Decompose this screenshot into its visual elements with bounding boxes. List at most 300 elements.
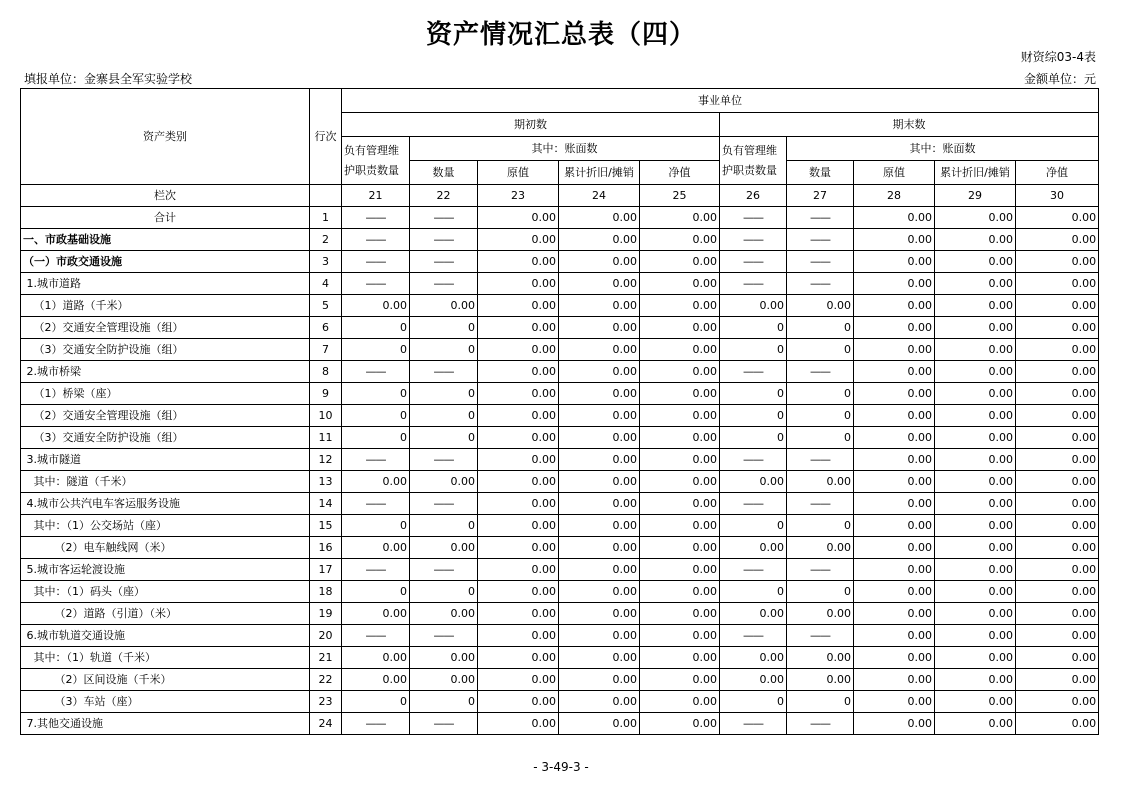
header-book-value-begin: 其中：账面数 [410, 137, 720, 161]
row-number: 9 [310, 383, 342, 405]
row-number: 4 [310, 273, 342, 295]
row-value: —— [720, 559, 787, 581]
row-value: 0.00 [935, 515, 1016, 537]
header-resp-qty-end: 负有管理维 护职责数量 [720, 137, 787, 185]
row-value: 0 [410, 383, 478, 405]
row-value: 0.00 [935, 383, 1016, 405]
row-value: 0.00 [478, 647, 559, 669]
row-value: 0.00 [935, 251, 1016, 273]
row-number: 23 [310, 691, 342, 713]
row-value: —— [342, 229, 410, 251]
row-value: 0 [787, 339, 854, 361]
row-number: 12 [310, 449, 342, 471]
row-value: 0.00 [1016, 471, 1099, 493]
row-value: 0.00 [640, 493, 720, 515]
row-value: 0.00 [559, 603, 640, 625]
row-value: —— [410, 361, 478, 383]
header-original: 原值 [854, 161, 935, 185]
column-number: 22 [410, 185, 478, 207]
row-asset-name: 5.城市客运轮渡设施 [21, 559, 310, 581]
row-number: 15 [310, 515, 342, 537]
row-value: 0.00 [1016, 669, 1099, 691]
row-asset-name: 其中：隧道（千米） [21, 471, 310, 493]
row-value: 0.00 [1016, 295, 1099, 317]
fill-unit: 填报单位：金寨县全军实验学校 [24, 72, 193, 86]
row-value: 0 [720, 691, 787, 713]
row-number: 21 [310, 647, 342, 669]
row-value: 0.00 [1016, 383, 1099, 405]
table-row [21, 625, 1099, 647]
row-value: 0.00 [854, 691, 935, 713]
row-value: —— [787, 207, 854, 229]
row-value: 0.00 [854, 581, 935, 603]
row-value: 0.00 [935, 493, 1016, 515]
row-value: 0.00 [854, 383, 935, 405]
row-value: 0.00 [854, 559, 935, 581]
row-value: 0.00 [854, 361, 935, 383]
row-value: 0.00 [935, 273, 1016, 295]
row-value: —— [342, 361, 410, 383]
row-value: —— [410, 493, 478, 515]
row-value: 0.00 [478, 251, 559, 273]
amount-unit: 金额单位：元 [1023, 72, 1096, 86]
row-value: 0.00 [478, 537, 559, 559]
row-value: 0.00 [478, 229, 559, 251]
row-number: 5 [310, 295, 342, 317]
row-value: 0 [787, 317, 854, 339]
row-value: 0.00 [478, 317, 559, 339]
row-value: 0.00 [478, 581, 559, 603]
column-number: 25 [640, 185, 720, 207]
row-value: —— [410, 273, 478, 295]
table-row [21, 295, 1099, 317]
table-row [21, 691, 1099, 713]
row-number: 7 [310, 339, 342, 361]
row-value: 0.00 [787, 537, 854, 559]
row-value: 0.00 [1016, 647, 1099, 669]
header-asset-category: 资产类别 [21, 89, 310, 185]
header-resp-qty-begin: 负有管理维 护职责数量 [342, 137, 410, 185]
row-value: 0.00 [1016, 251, 1099, 273]
row-value: —— [342, 449, 410, 471]
header-depreciation: 累计折旧/摊销 [559, 161, 640, 185]
row-value: 0.00 [478, 449, 559, 471]
row-value: 0.00 [640, 537, 720, 559]
row-value: 0 [787, 581, 854, 603]
row-value: —— [720, 273, 787, 295]
row-value: 0.00 [720, 537, 787, 559]
row-value: 0.00 [935, 669, 1016, 691]
row-value: 0.00 [720, 647, 787, 669]
row-asset-name: （3）交通安全防护设施（组） [21, 339, 310, 361]
row-value: 0 [720, 339, 787, 361]
row-value: 0.00 [559, 691, 640, 713]
row-asset-name: 合计 [21, 207, 310, 229]
row-value: 0 [342, 383, 410, 405]
header-net: 净值 [640, 161, 720, 185]
row-asset-name: （1）道路（千米） [21, 295, 310, 317]
row-value: 0.00 [478, 427, 559, 449]
row-value: 0.00 [854, 427, 935, 449]
header-book-value-end: 其中：账面数 [787, 137, 1099, 161]
row-value: 0.00 [854, 229, 935, 251]
row-value: 0.00 [935, 581, 1016, 603]
row-value: 0.00 [478, 669, 559, 691]
row-value: 0.00 [640, 229, 720, 251]
table-row [21, 713, 1099, 735]
row-value: 0.00 [1016, 515, 1099, 537]
row-value: —— [720, 493, 787, 515]
row-value: 0.00 [559, 449, 640, 471]
row-value: 0.00 [854, 493, 935, 515]
row-asset-name: 6.城市轨道交通设施 [21, 625, 310, 647]
row-value: 0.00 [935, 405, 1016, 427]
row-value: 0.00 [478, 559, 559, 581]
header-column-label: 栏次 [21, 185, 310, 207]
row-value: 0.00 [559, 625, 640, 647]
row-asset-name: （2）电车触线网（米） [21, 537, 310, 559]
row-value: —— [410, 625, 478, 647]
row-asset-name: 其中：（1）码头（座） [21, 581, 310, 603]
row-value: 0.00 [478, 207, 559, 229]
table-row [21, 383, 1099, 405]
table-row [21, 229, 1099, 251]
row-value: 0.00 [1016, 273, 1099, 295]
row-value: 0.00 [1016, 405, 1099, 427]
row-value: 0.00 [559, 669, 640, 691]
table-row [21, 471, 1099, 493]
row-value: —— [787, 625, 854, 647]
row-value: —— [720, 713, 787, 735]
row-asset-name: 3.城市隧道 [21, 449, 310, 471]
row-number: 8 [310, 361, 342, 383]
row-value: 0.00 [935, 207, 1016, 229]
page-number: - 3-49-3 - [533, 760, 589, 774]
row-value: 0.00 [559, 295, 640, 317]
row-asset-name: 其中：（1）轨道（千米） [21, 647, 310, 669]
row-asset-name: （2）区间设施（千米） [21, 669, 310, 691]
row-value: —— [342, 493, 410, 515]
row-value: 0 [342, 405, 410, 427]
row-value: —— [410, 449, 478, 471]
row-value: 0.00 [478, 471, 559, 493]
row-value: —— [720, 207, 787, 229]
row-value: 0.00 [935, 361, 1016, 383]
row-value: 0.00 [854, 515, 935, 537]
header-blank [310, 185, 342, 207]
row-value: 0 [787, 427, 854, 449]
column-number: 29 [935, 185, 1016, 207]
row-value: 0 [720, 317, 787, 339]
row-asset-name: （3）车站（座） [21, 691, 310, 713]
row-value: 0.00 [854, 669, 935, 691]
row-number: 6 [310, 317, 342, 339]
row-value: 0.00 [478, 295, 559, 317]
table-row [21, 339, 1099, 361]
row-value: 0.00 [720, 603, 787, 625]
row-value: 0 [410, 691, 478, 713]
row-value: 0 [720, 405, 787, 427]
row-value: 0.00 [935, 229, 1016, 251]
table-row [21, 669, 1099, 691]
row-value: 0.00 [1016, 317, 1099, 339]
row-asset-name: 4.城市公共汽电车客运服务设施 [21, 493, 310, 515]
row-value: 0.00 [410, 669, 478, 691]
row-number: 18 [310, 581, 342, 603]
row-value: 0.00 [854, 449, 935, 471]
header-net: 净值 [1016, 161, 1099, 185]
row-value: 0.00 [640, 361, 720, 383]
row-value: 0.00 [1016, 229, 1099, 251]
column-number: 27 [787, 185, 854, 207]
row-value: —— [410, 713, 478, 735]
row-value: 0.00 [640, 603, 720, 625]
row-value: 0.00 [854, 713, 935, 735]
row-value: 0 [410, 317, 478, 339]
row-value: 0.00 [854, 295, 935, 317]
row-value: 0.00 [935, 471, 1016, 493]
row-value: 0.00 [935, 713, 1016, 735]
row-value: 0.00 [640, 559, 720, 581]
row-number: 11 [310, 427, 342, 449]
row-value: 0.00 [559, 251, 640, 273]
row-value: 0.00 [1016, 339, 1099, 361]
row-number: 19 [310, 603, 342, 625]
row-value: 0.00 [935, 559, 1016, 581]
row-value: 0.00 [640, 647, 720, 669]
row-value: 0 [787, 383, 854, 405]
row-value: —— [720, 251, 787, 273]
row-value: 0.00 [478, 273, 559, 295]
table-row [21, 515, 1099, 537]
row-number: 17 [310, 559, 342, 581]
row-value: 0.00 [854, 317, 935, 339]
row-asset-name: （1）桥梁（座） [21, 383, 310, 405]
row-asset-name: 其中：（1）公交场站（座） [21, 515, 310, 537]
row-asset-name: （2）道路（引道）（米） [21, 603, 310, 625]
row-value: 0.00 [1016, 713, 1099, 735]
row-value: 0 [720, 515, 787, 537]
table-row [21, 493, 1099, 515]
row-value: 0.00 [342, 471, 410, 493]
row-value: 0.00 [478, 713, 559, 735]
row-value: 0.00 [720, 295, 787, 317]
row-value: 0.00 [935, 603, 1016, 625]
row-value: 0.00 [559, 515, 640, 537]
row-value: —— [342, 207, 410, 229]
row-value: 0.00 [478, 383, 559, 405]
row-value: 0.00 [342, 537, 410, 559]
table-row [21, 361, 1099, 383]
row-value: 0.00 [640, 515, 720, 537]
row-value: 0.00 [559, 229, 640, 251]
row-value: 0.00 [478, 603, 559, 625]
row-value: 0.00 [1016, 559, 1099, 581]
row-value: —— [787, 449, 854, 471]
table-row [21, 449, 1099, 471]
header-entity: 事业单位 [342, 89, 1099, 113]
header-depreciation: 累计折旧/摊销 [935, 161, 1016, 185]
row-asset-name: 1.城市道路 [21, 273, 310, 295]
row-value: 0 [410, 581, 478, 603]
row-value: 0.00 [787, 603, 854, 625]
row-number: 24 [310, 713, 342, 735]
row-value: 0 [720, 383, 787, 405]
table-row [21, 273, 1099, 295]
header-original: 原值 [478, 161, 559, 185]
row-value: —— [410, 559, 478, 581]
row-value: 0.00 [1016, 207, 1099, 229]
row-value: 0.00 [787, 669, 854, 691]
row-value: —— [720, 229, 787, 251]
row-value: —— [410, 251, 478, 273]
row-value: 0.00 [559, 339, 640, 361]
row-value: 0.00 [854, 471, 935, 493]
row-value: —— [720, 625, 787, 647]
row-value: 0 [342, 691, 410, 713]
header-period-begin: 期初数 [342, 113, 720, 137]
table-row [21, 581, 1099, 603]
row-value: —— [720, 361, 787, 383]
row-value: 0 [342, 515, 410, 537]
row-value: 0.00 [640, 405, 720, 427]
row-value: —— [787, 713, 854, 735]
row-asset-name: （一）市政交通设施 [21, 251, 310, 273]
row-value: 0.00 [478, 405, 559, 427]
row-value: 0.00 [410, 537, 478, 559]
form-code: 财资综03-4表 [1020, 50, 1096, 64]
table-row [21, 427, 1099, 449]
row-value: 0.00 [935, 317, 1016, 339]
row-value: 0.00 [342, 669, 410, 691]
row-value: 0.00 [935, 427, 1016, 449]
row-value: 0 [787, 691, 854, 713]
row-number: 3 [310, 251, 342, 273]
row-value: 0 [342, 317, 410, 339]
row-value: 0.00 [1016, 427, 1099, 449]
row-value: —— [787, 251, 854, 273]
row-value: 0 [720, 427, 787, 449]
row-value: 0.00 [640, 295, 720, 317]
row-number: 13 [310, 471, 342, 493]
row-value: 0 [342, 339, 410, 361]
row-asset-name: （2）交通安全管理设施（组） [21, 405, 310, 427]
row-value: —— [787, 361, 854, 383]
row-value: 0.00 [640, 625, 720, 647]
row-value: —— [787, 229, 854, 251]
row-value: —— [787, 559, 854, 581]
row-value: 0.00 [559, 647, 640, 669]
row-value: 0.00 [854, 251, 935, 273]
table-row [21, 603, 1099, 625]
row-number: 20 [310, 625, 342, 647]
row-value: —— [342, 251, 410, 273]
row-number: 10 [310, 405, 342, 427]
row-value: 0 [342, 581, 410, 603]
header-qty: 数量 [410, 161, 478, 185]
row-value: 0.00 [935, 295, 1016, 317]
row-value: 0.00 [1016, 603, 1099, 625]
row-value: 0 [410, 339, 478, 361]
row-value: 0.00 [935, 537, 1016, 559]
row-value: 0.00 [1016, 625, 1099, 647]
row-value: 0.00 [559, 427, 640, 449]
row-value: 0.00 [640, 669, 720, 691]
row-value: 0.00 [935, 449, 1016, 471]
row-value: 0.00 [640, 449, 720, 471]
row-number: 2 [310, 229, 342, 251]
row-number: 22 [310, 669, 342, 691]
row-value: 0.00 [854, 537, 935, 559]
row-value: 0.00 [640, 427, 720, 449]
row-value: 0.00 [787, 471, 854, 493]
table-row [21, 405, 1099, 427]
row-value: 0.00 [854, 207, 935, 229]
column-number: 26 [720, 185, 787, 207]
row-value: —— [342, 273, 410, 295]
row-value: 0 [410, 515, 478, 537]
row-value: 0.00 [935, 647, 1016, 669]
table-row [21, 317, 1099, 339]
row-number: 1 [310, 207, 342, 229]
row-asset-name: （2）交通安全管理设施（组） [21, 317, 310, 339]
row-value: 0.00 [342, 647, 410, 669]
row-number: 16 [310, 537, 342, 559]
row-value: 0 [342, 427, 410, 449]
header-period-end: 期末数 [720, 113, 1099, 137]
row-value: 0.00 [559, 471, 640, 493]
table-row [21, 537, 1099, 559]
row-value: 0.00 [640, 339, 720, 361]
row-value: 0.00 [342, 603, 410, 625]
row-asset-name: （3）交通安全防护设施（组） [21, 427, 310, 449]
row-value: 0.00 [854, 647, 935, 669]
row-value: 0.00 [559, 207, 640, 229]
row-value: 0.00 [640, 713, 720, 735]
row-value: 0.00 [478, 691, 559, 713]
row-value: 0.00 [559, 361, 640, 383]
row-value: 0.00 [478, 625, 559, 647]
column-number: 24 [559, 185, 640, 207]
row-value: 0 [410, 405, 478, 427]
row-value: 0.00 [720, 471, 787, 493]
table-row [21, 251, 1099, 273]
row-asset-name: 2.城市桥梁 [21, 361, 310, 383]
row-value: 0.00 [410, 603, 478, 625]
table-row [21, 647, 1099, 669]
row-value: 0.00 [935, 691, 1016, 713]
row-value: 0.00 [720, 669, 787, 691]
row-value: 0.00 [559, 581, 640, 603]
row-value: 0.00 [935, 625, 1016, 647]
table-row [21, 207, 1099, 229]
row-value: 0.00 [478, 339, 559, 361]
row-value: 0.00 [854, 625, 935, 647]
page-title: 资产情况汇总表（四） [425, 20, 696, 50]
row-value: 0.00 [1016, 581, 1099, 603]
row-value: 0.00 [787, 647, 854, 669]
row-value: 0.00 [640, 317, 720, 339]
row-value: 0.00 [410, 647, 478, 669]
header-qty: 数量 [787, 161, 854, 185]
row-value: 0.00 [1016, 537, 1099, 559]
row-value: 0.00 [640, 581, 720, 603]
column-number: 30 [1016, 185, 1099, 207]
row-value: 0.00 [640, 471, 720, 493]
row-value: —— [787, 273, 854, 295]
row-value: 0.00 [854, 405, 935, 427]
column-number: 21 [342, 185, 410, 207]
